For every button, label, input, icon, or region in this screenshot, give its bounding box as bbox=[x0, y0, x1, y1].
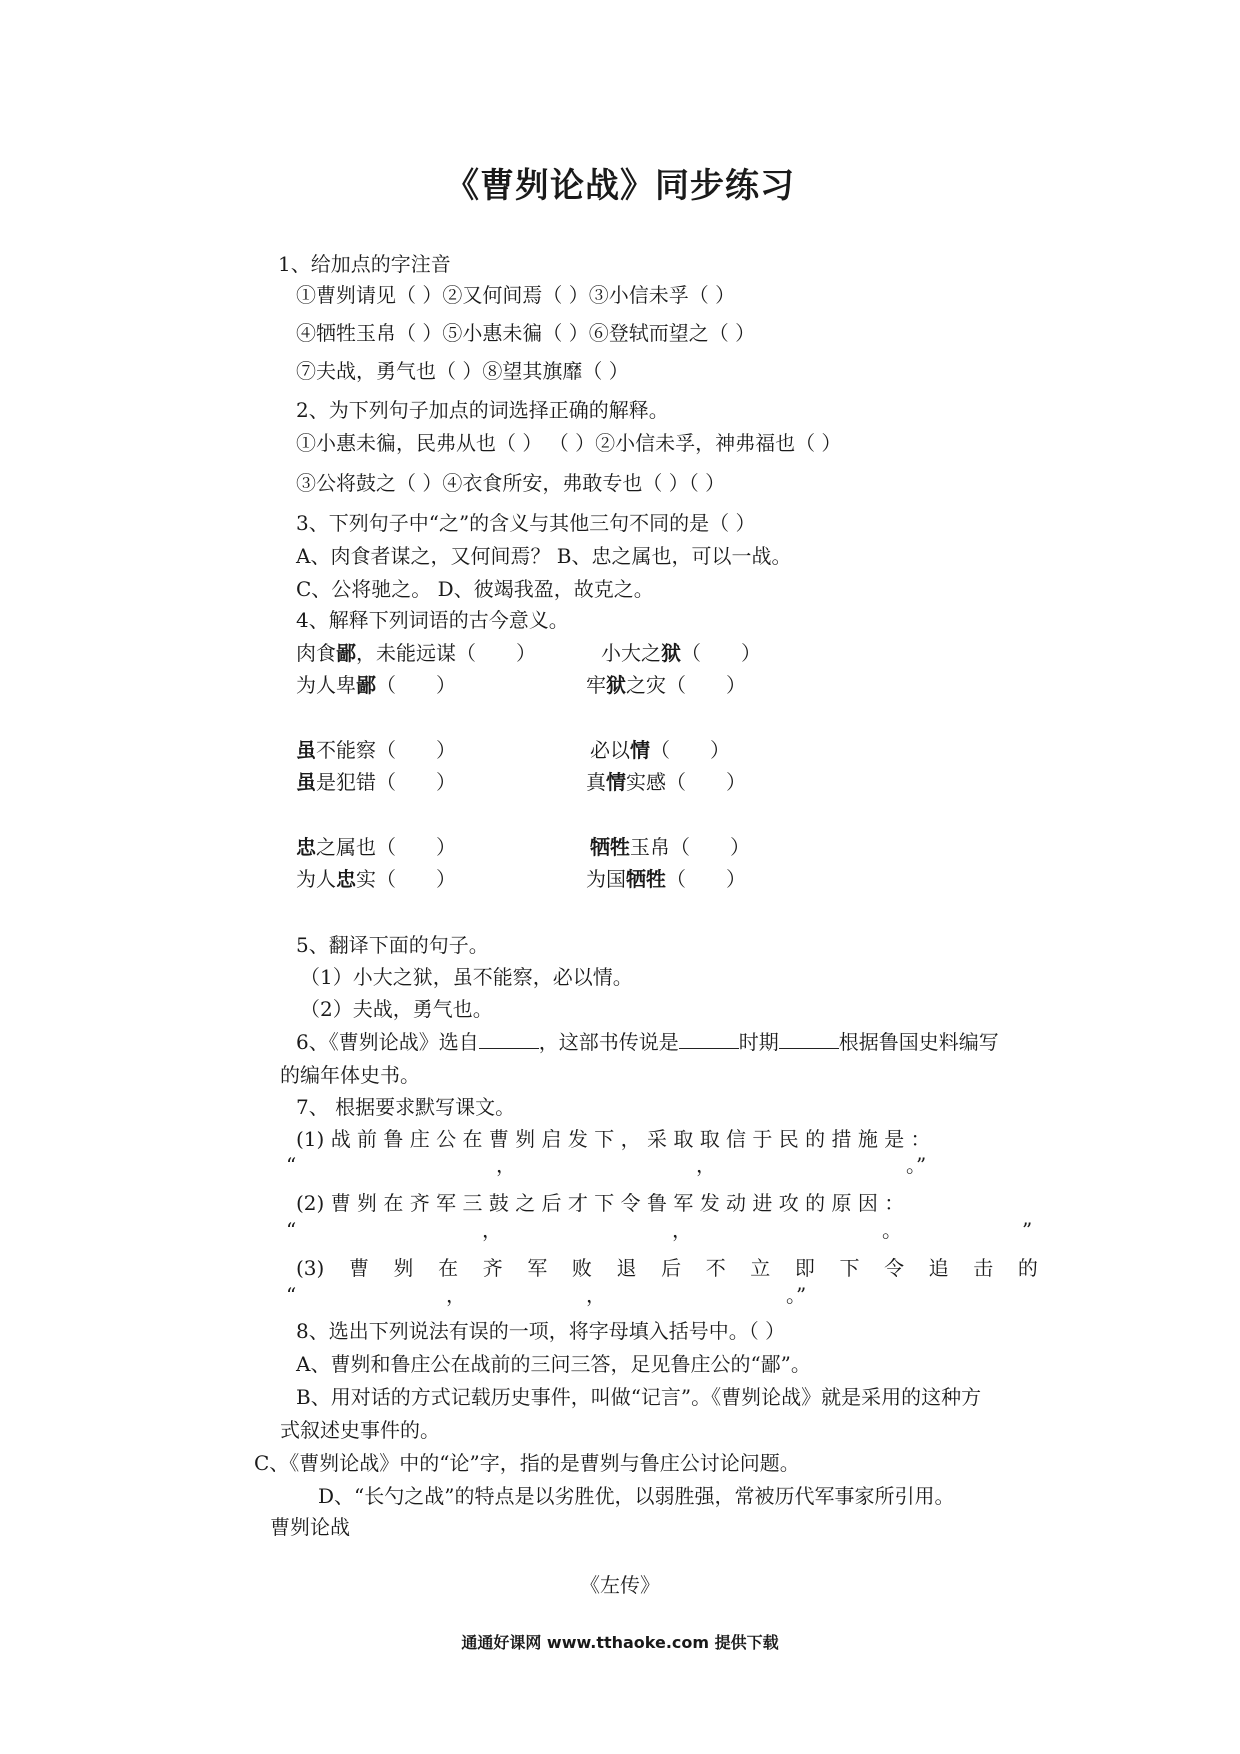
q4-left-3: 虽不能察（ ） bbox=[296, 738, 456, 762]
q6-blank-3[interactable] bbox=[779, 1028, 839, 1049]
q5-line-1: （1）小大之狱，虽不能察，必以情。 bbox=[300, 965, 633, 989]
q8-option-d: D、“长勺之战”的特点是以劣胜优，以弱胜强，常被历代军事家所引用。 bbox=[318, 1484, 955, 1508]
q8-option-a: A、曹刿和鲁庄公在战前的三问三答，足见鲁庄公的“鄙”。 bbox=[296, 1352, 811, 1376]
q7-s3: (3) 曹 刿 在 齐 军 败 退 后 不 立 即 下 令 追 击 的 bbox=[296, 1256, 1038, 1280]
q4-left-1: 肉食鄙，未能远谋（ ） bbox=[296, 641, 536, 665]
q2-line-2: ③公将鼓之（ ）④衣食所安，弗敢专也（ ）（ ） bbox=[296, 471, 726, 495]
q3-line-1: A、肉食者谋之，又何间焉？ B、忠之属也，可以一战。 bbox=[296, 544, 792, 568]
document-page: 《曹刿论战》同步练习 1、给加点的字注音 ①曹刿请见（ ）②又何间焉（ ）③小信未孚（ ） ④牺牲玉帛（ ）⑤小惠未徧（ ）⑥登轼而望之（ ） ⑦夫战，勇气也（ ）⑧望其旗靡（ ） 2、为下列句子加点的词选择正确的解释。 ①小惠未徧，民弗从也（ ） （ ）②小信未孚，神弗福也（ ） ③公将鼓之（ ）④衣食所安，弗敢专也（ ）（ ） 3、下列句子中“之”的含义与其他三句不同的是（ ） A、肉食者谋之，又何间焉？ B、忠之属也，可以一战。 C、公将驰之。 D、彼竭我盈，故克之。 4、解释下列词语的古今意义。 肉食鄙，未能远谋（ ） 小大之狱（ ） 为人卑鄙（ ） 牢狱之灾（ ） 虽不能察（ ） 必以情（ ） 虽是犯错（ ） 真情实感（ ） 忠之属也（ ） 牺牲玉帛（ ） 为人忠实（ ） 为国牺牲（ ） 5、翻译下面的句子。 （1）小大之狱，虽不能察，必以情。 （2）夫战，勇气也。 6、《曹刿论战》选自 ，这部书传说是 时期 根据鲁国史料编写 的编年体史书。 7、 根据要求默写课文。 (1) 战 前 鲁 庄 公 在 曹 刿 启 发 下 ， 采 取 取 信 于 民 的 措 施 是 ： “ ， ， 。” (2) 曹 刿 在 齐 军 三 鼓 之 后 才 下 令 鲁 军 发 动 进 攻 的 原 因 ： “ ， ， 。 ” (3) 曹 刿 在 齐 军 败 退 后 不 立 即 下 令 追 击 的 “ ， ， 。” 8、选出下列说法有误的一项，将字母填入括号中。（ ） A、曹刿和鲁庄公在战前的三问三答，足见鲁庄公的“鄙”。 B、用对话的方式记载历史事件，叫做“记言”。《曹刿论战》就是采用的这种方 式叙述史事件的。 C、《曹刿论战》中的“论”字，指的是曹刿与鲁庄公讨论问题。 D、“长勺之战”的特点是以劣胜优，以弱胜强，常被历代军事家所引用。 曹刿论战 《左传》 通通好课网 www.tthaoke.com 提供下载 bbox=[0, 0, 1240, 1754]
q2-heading: 2、为下列句子加点的词选择正确的解释。 bbox=[296, 398, 669, 422]
page-title: 《曹刿论战》同步练习 bbox=[445, 166, 795, 206]
q6-blank-1[interactable] bbox=[479, 1028, 539, 1049]
q4-right-6: 为国牺牲（ ） bbox=[586, 867, 746, 891]
q1-line-2: ④牺牲玉帛（ ）⑤小惠未徧（ ）⑥登轼而望之（ ） bbox=[296, 321, 756, 345]
q3-line-2: C、公将驰之。 D、彼竭我盈，故克之。 bbox=[296, 577, 654, 601]
q6-line-1: 6、《曹刿论战》选自 ，这部书传说是 时期 根据鲁国史料编写 bbox=[296, 1030, 999, 1054]
text-source: 《左传》 bbox=[580, 1573, 660, 1597]
q2-line-1: ①小惠未徧，民弗从也（ ） （ ）②小信未孚，神弗福也（ ） bbox=[296, 431, 842, 455]
q4-left-5: 忠之属也（ ） bbox=[296, 835, 456, 859]
text-title: 曹刿论战 bbox=[270, 1515, 350, 1539]
q4-left-6: 为人忠实（ ） bbox=[296, 867, 456, 891]
q8-option-b-1: B、用对话的方式记载历史事件，叫做“记言”。《曹刿论战》就是采用的这种方 bbox=[296, 1385, 982, 1409]
q8-heading: 8、选出下列说法有误的一项，将字母填入括号中。（ ） bbox=[296, 1319, 786, 1343]
q4-heading: 4、解释下列词语的古今意义。 bbox=[296, 608, 569, 632]
q7-heading: 7、 根据要求默写课文。 bbox=[296, 1095, 516, 1119]
q6-line-2: 的编年体史书。 bbox=[280, 1063, 420, 1087]
q4-left-4: 虽是犯错（ ） bbox=[296, 770, 456, 794]
q5-heading: 5、翻译下面的句子。 bbox=[296, 933, 489, 957]
q4-right-4: 真情实感（ ） bbox=[586, 770, 746, 794]
page-footer: 通通好课网 www.tthaoke.com 提供下载 bbox=[461, 1633, 779, 1652]
q1-line-3: ⑦夫战，勇气也（ ）⑧望其旗靡（ ） bbox=[296, 359, 629, 383]
q4-left-2: 为人卑鄙（ ） bbox=[296, 673, 456, 697]
q4-right-2: 牢狱之灾（ ） bbox=[586, 673, 746, 697]
q7-s1: (1) 战 前 鲁 庄 公 在 曹 刿 启 发 下 ， 采 取 取 信 于 民 的 措 施 是 ： bbox=[296, 1127, 931, 1151]
q4-right-3: 必以情（ ） bbox=[590, 738, 730, 762]
q4-right-1: 小大之狱（ ） bbox=[601, 641, 761, 665]
q8-option-b-2: 式叙述史事件的。 bbox=[280, 1418, 440, 1442]
q6-blank-2[interactable] bbox=[679, 1028, 739, 1049]
q3-heading: 3、下列句子中“之”的含义与其他三句不同的是（ ） bbox=[296, 511, 756, 535]
q7-s2: (2) 曹 刿 在 齐 军 三 鼓 之 后 才 下 令 鲁 军 发 动 进 攻 的 原 因 ： bbox=[296, 1191, 905, 1215]
q4-right-5: 牺牲玉帛（ ） bbox=[590, 835, 750, 859]
q1-heading: 1、给加点的字注音 bbox=[278, 252, 451, 276]
q5-line-2: （2）夫战，勇气也。 bbox=[300, 997, 493, 1021]
q8-option-c: C、《曹刿论战》中的“论”字，指的是曹刿与鲁庄公讨论问题。 bbox=[254, 1451, 800, 1475]
q1-line-1: ①曹刿请见（ ）②又何间焉（ ）③小信未孚（ ） bbox=[296, 283, 736, 307]
